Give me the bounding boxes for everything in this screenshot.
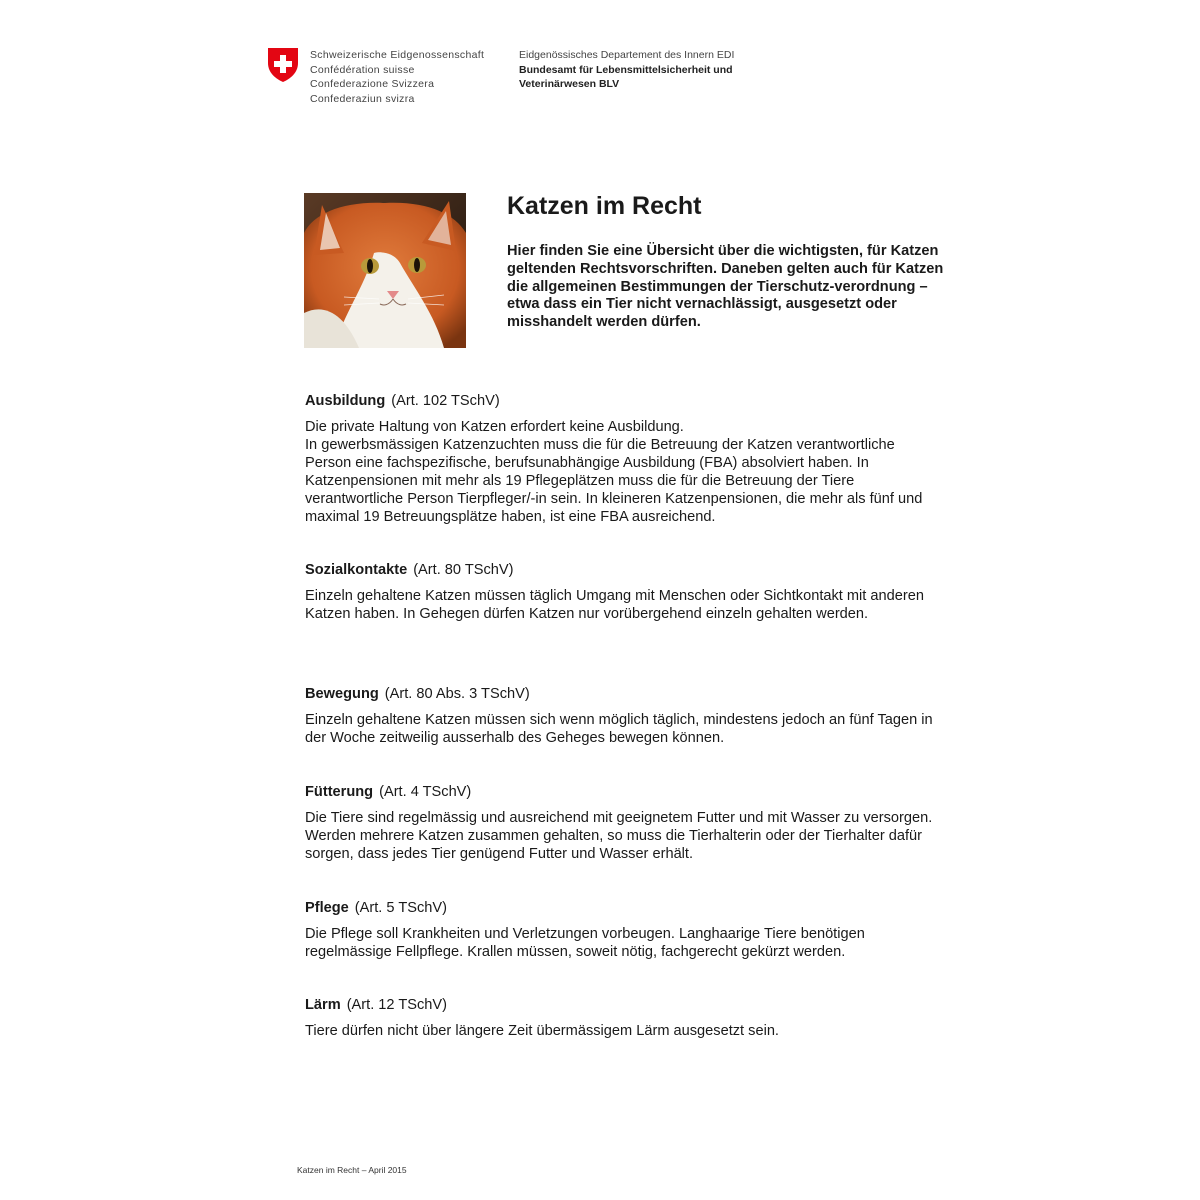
section-body-paragraph: Die Tiere sind regelmässig und ausreichend mit geeignetem Futter und mit Wasser zu versorgen. Werden mehrere Katzen zusammen gehalten, so muss die Tierhalterin oder der Tierhalter dafür sorgen, dass jedes Tier genügend Futter und Wasser erhält. [305, 810, 933, 862]
section-title: Lärm [305, 997, 341, 1013]
confederation-name-fr: Confédération suisse [310, 63, 415, 76]
page-footer: Katzen im Recht – April 2015 [297, 1165, 407, 1175]
section-pflege [305, 899, 945, 962]
section-laerm [305, 996, 945, 1041]
office-name-line1: Bundesamt für Lebensmittelsicherheit und [519, 63, 733, 76]
department-block [519, 48, 734, 92]
section-title: Fütterung [305, 784, 374, 800]
section-title: Bewegung [305, 686, 379, 702]
section-body-line: Die private Haltung von Katzen erfordert keine Ausbildung. [305, 419, 684, 435]
section-body-paragraph: Einzeln gehaltene Katzen müssen täglich Umgang mit Menschen oder Sichtkontakt mit anderen Katzen haben. In Gehegen dürfen Katzen nur vorübergehend einzeln gehalten werden. [305, 588, 924, 622]
section-bewegung [305, 685, 945, 748]
section-heading [305, 392, 945, 410]
cat-photo [304, 193, 466, 348]
section-reference: (Art. 5 TSchV) [354, 900, 447, 916]
section-heading [305, 783, 945, 801]
section-reference: (Art. 80 TSchV) [413, 562, 514, 578]
letterhead [267, 47, 787, 117]
page-title: Katzen im Recht [507, 192, 702, 220]
intro-paragraph: Hier finden Sie eine Übersicht über die wichtigsten, für Katzen geltenden Rechtsvorschriften. Daneben gelten auch für Katzen die allgemeinen Bestimmungen der Tierschutz-verordnung – etwa dass ein Tier nicht vernachlässigt, ausgesetzt oder misshandelt werden dürfen. [507, 243, 944, 331]
section-ausbildung [305, 392, 945, 526]
section-heading [305, 899, 945, 917]
section-body-paragraph: Die Pflege soll Krankheiten und Verletzungen vorbeugen. Langhaarige Tiere benötigen regelmässige Fellpflege. Krallen müssen, soweit nötig, fachgerecht gekürzt werden. [305, 926, 865, 960]
confederation-names [310, 48, 484, 107]
section-reference: (Art. 4 TSchV) [379, 784, 472, 800]
office-name-line2: Veterinärwesen BLV [519, 78, 620, 91]
section-reference: (Art. 102 TSchV) [391, 393, 500, 409]
section-reference: (Art. 80 Abs. 3 TSchV) [384, 686, 530, 702]
section-title: Sozialkontakte [305, 562, 408, 578]
section-heading [305, 996, 945, 1014]
section-heading [305, 561, 945, 579]
confederation-name-it: Confederazione Svizzera [310, 78, 435, 91]
swiss-coat-of-arms-icon [267, 47, 299, 83]
section-body-paragraph: In gewerbsmässigen Katzenzuchten muss die für die Betreuung der Katzen verantwortliche Person eine fachspezifische, berufsunabhängige Ausbildung (FBA) absolviert haben. In Katzenpensionen mit mehr als 19 Pflegeplätzen muss die für die Betreuung der Tiere verantwortliche Person Tierpfleger/-in sein. In kleineren Katzenpensionen, die mehr als fünf und maximal 19 Betreuungsplätze haben, ist eine FBA ausreichend. [305, 436, 923, 525]
confederation-name-de: Schweizerische Eidgenossenschaft [310, 49, 485, 61]
cross-horizontal [274, 61, 292, 67]
section-reference: (Art. 12 TSchV) [346, 997, 447, 1013]
department-name: Eidgenössisches Departement des Innern EDI [519, 49, 735, 61]
confederation-name-rm: Confederaziun svizra [310, 93, 415, 106]
section-title: Pflege [305, 900, 349, 916]
section-title: Ausbildung [305, 393, 386, 409]
section-heading [305, 685, 945, 703]
section-body-paragraph: Tiere dürfen nicht über längere Zeit übermässigem Lärm ausgesetzt sein. [305, 1023, 779, 1039]
section-fuetterung [305, 783, 945, 864]
section-sozialkontakte [305, 561, 945, 624]
section-body-paragraph: Einzeln gehaltene Katzen müssen sich wenn möglich täglich, mindestens jedoch an fünf Tagen in der Woche zeitweilig ausserhalb des Geheges bewegen können. [305, 712, 933, 746]
